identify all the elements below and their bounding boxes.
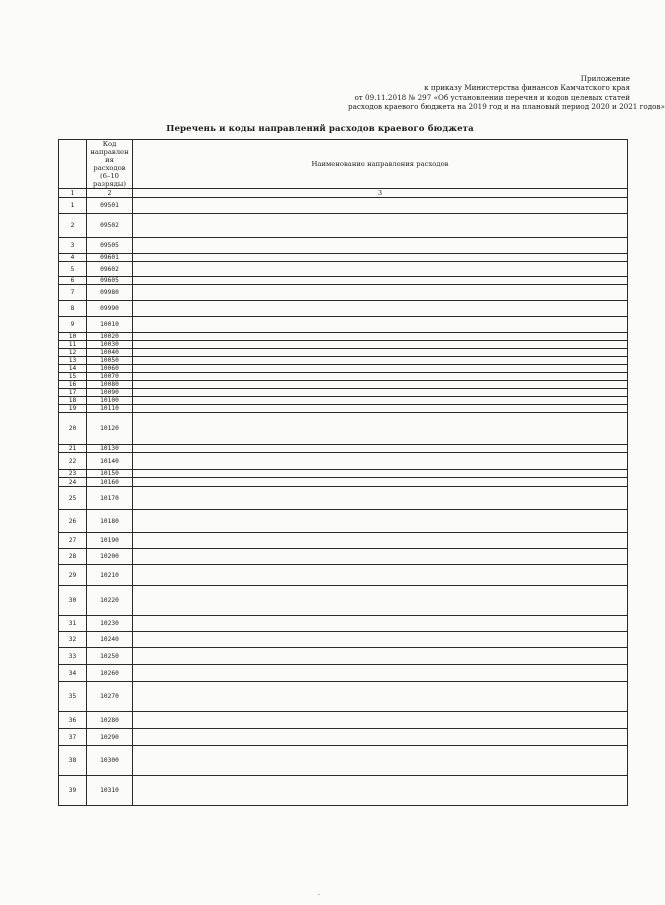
row-number: 35	[59, 682, 87, 712]
row-code: 10060	[87, 365, 133, 373]
row-number: 22	[59, 453, 87, 470]
row-name	[133, 776, 628, 806]
row-code: 10110	[87, 405, 133, 413]
table-row	[59, 445, 628, 453]
row-name	[133, 373, 628, 381]
row-number: 17	[59, 389, 87, 397]
table-row	[59, 373, 628, 381]
row-number: 19	[59, 405, 87, 413]
row-number: 5	[59, 262, 87, 277]
row-name	[133, 682, 628, 712]
codes-table	[58, 139, 628, 806]
row-code: 10040	[87, 349, 133, 357]
row-number: 14	[59, 365, 87, 373]
row-number: 6	[59, 277, 87, 285]
table-row	[59, 238, 628, 254]
table-row	[59, 357, 628, 365]
row-code: 09602	[87, 262, 133, 277]
row-name	[133, 357, 628, 365]
table-row	[59, 478, 628, 487]
row-name	[133, 565, 628, 586]
table-row	[59, 746, 628, 776]
table-row	[59, 262, 628, 277]
table-row	[59, 616, 628, 632]
row-name	[133, 254, 628, 262]
row-code: 09505	[87, 238, 133, 254]
header-name: Наименование направления расходов	[133, 140, 628, 189]
table-row	[59, 397, 628, 405]
row-name	[133, 381, 628, 389]
table-row	[59, 277, 628, 285]
approval-line: Приложение	[580, 74, 630, 83]
table-row	[59, 381, 628, 389]
row-name	[133, 487, 628, 510]
row-number: 20	[59, 413, 87, 445]
row-code: 09601	[87, 254, 133, 262]
row-name	[133, 470, 628, 478]
table-row	[59, 413, 628, 445]
row-code: 10130	[87, 445, 133, 453]
table-row	[59, 333, 628, 341]
row-name	[133, 262, 628, 277]
row-code: 10190	[87, 533, 133, 549]
row-name	[133, 341, 628, 349]
row-name	[133, 453, 628, 470]
row-name	[133, 445, 628, 453]
row-name	[133, 648, 628, 665]
row-code: 09501	[87, 198, 133, 214]
row-code: 10310	[87, 776, 133, 806]
row-name	[133, 632, 628, 648]
row-code: 10260	[87, 665, 133, 682]
approval-line: расходов краевого бюджета на 2019 год и на плановый период 2020 и 2021 годов»	[348, 102, 665, 112]
table-row	[59, 214, 628, 238]
table-row	[59, 254, 628, 262]
row-number: 25	[59, 487, 87, 510]
row-name	[133, 333, 628, 341]
row-name	[133, 549, 628, 565]
row-name	[133, 478, 628, 487]
row-code: 10210	[87, 565, 133, 586]
row-number: 13	[59, 357, 87, 365]
table-row	[59, 632, 628, 648]
row-number: 32	[59, 632, 87, 648]
document-title: Перечень и коды направлений расходов краевого бюджета	[166, 124, 474, 134]
header-code: Код направления расходов (6–10 разряды)	[87, 140, 133, 189]
row-name	[133, 214, 628, 238]
row-name	[133, 389, 628, 397]
row-code: 10290	[87, 729, 133, 746]
table-row	[59, 349, 628, 357]
row-number: 8	[59, 301, 87, 317]
table-row	[59, 301, 628, 317]
row-number: 24	[59, 478, 87, 487]
table-row	[59, 648, 628, 665]
row-name	[133, 533, 628, 549]
table-row	[59, 389, 628, 397]
row-number: 3	[59, 238, 87, 254]
table-row	[59, 453, 628, 470]
column-index-row	[59, 189, 628, 198]
table-row	[59, 365, 628, 373]
table-row	[59, 682, 628, 712]
row-code: 10140	[87, 453, 133, 470]
column-index: 3	[133, 189, 628, 198]
row-number: 39	[59, 776, 87, 806]
table-row	[59, 487, 628, 510]
row-number: 38	[59, 746, 87, 776]
row-code: 10300	[87, 746, 133, 776]
row-name	[133, 238, 628, 254]
row-name	[133, 510, 628, 533]
row-code: 10240	[87, 632, 133, 648]
row-code: 10150	[87, 470, 133, 478]
row-name	[133, 665, 628, 682]
table-row	[59, 510, 628, 533]
table-row	[59, 285, 628, 301]
table-row	[59, 533, 628, 549]
approval-note	[348, 74, 665, 112]
row-name	[133, 349, 628, 357]
table-row	[59, 712, 628, 729]
row-number: 15	[59, 373, 87, 381]
row-number: 29	[59, 565, 87, 586]
row-number: 28	[59, 549, 87, 565]
row-name	[133, 586, 628, 616]
row-code: 09980	[87, 285, 133, 301]
row-code: 09605	[87, 277, 133, 285]
row-name	[133, 365, 628, 373]
row-name	[133, 712, 628, 729]
column-index: 1	[59, 189, 87, 198]
table-row	[59, 665, 628, 682]
page-marker: ·	[318, 892, 320, 899]
table-row	[59, 341, 628, 349]
row-name	[133, 729, 628, 746]
row-name	[133, 616, 628, 632]
row-code: 10270	[87, 682, 133, 712]
table-row	[59, 549, 628, 565]
row-name	[133, 301, 628, 317]
row-name	[133, 317, 628, 333]
row-code: 10090	[87, 389, 133, 397]
row-number: 21	[59, 445, 87, 453]
row-name	[133, 746, 628, 776]
row-number: 26	[59, 510, 87, 533]
row-code: 10080	[87, 381, 133, 389]
row-code: 10010	[87, 317, 133, 333]
row-code: 10120	[87, 413, 133, 445]
row-name	[133, 198, 628, 214]
row-code: 10230	[87, 616, 133, 632]
table-row	[59, 565, 628, 586]
row-number: 18	[59, 397, 87, 405]
row-name	[133, 277, 628, 285]
row-name	[133, 397, 628, 405]
row-number: 1	[59, 198, 87, 214]
row-code: 10280	[87, 712, 133, 729]
table-row	[59, 776, 628, 806]
row-number: 30	[59, 586, 87, 616]
table-row	[59, 317, 628, 333]
row-code: 10200	[87, 549, 133, 565]
approval-line: к приказу Министерства финансов Камчатского края	[424, 83, 630, 93]
table-row	[59, 405, 628, 413]
row-number: 31	[59, 616, 87, 632]
header-number	[59, 140, 87, 189]
row-number: 12	[59, 349, 87, 357]
table-row	[59, 198, 628, 214]
row-code: 10220	[87, 586, 133, 616]
row-code: 10160	[87, 478, 133, 487]
row-code: 10070	[87, 373, 133, 381]
column-index: 2	[87, 189, 133, 198]
row-code: 10030	[87, 341, 133, 349]
row-number: 37	[59, 729, 87, 746]
row-number: 4	[59, 254, 87, 262]
row-number: 9	[59, 317, 87, 333]
row-code: 10020	[87, 333, 133, 341]
row-number: 7	[59, 285, 87, 301]
row-number: 36	[59, 712, 87, 729]
row-number: 10	[59, 333, 87, 341]
row-number: 27	[59, 533, 87, 549]
row-number: 34	[59, 665, 87, 682]
row-name	[133, 413, 628, 445]
row-number: 23	[59, 470, 87, 478]
row-code: 10050	[87, 357, 133, 365]
row-number: 33	[59, 648, 87, 665]
row-code: 10180	[87, 510, 133, 533]
table-row	[59, 729, 628, 746]
approval-line: от 09.11.2018 № 297 «Об установлении перечня и кодов целевых статей	[354, 92, 630, 102]
row-code: 10170	[87, 487, 133, 510]
row-code: 10250	[87, 648, 133, 665]
row-number: 2	[59, 214, 87, 238]
row-code: 09502	[87, 214, 133, 238]
row-number: 11	[59, 341, 87, 349]
row-code: 10100	[87, 397, 133, 405]
row-number: 16	[59, 381, 87, 389]
row-name	[133, 405, 628, 413]
row-code: 09990	[87, 301, 133, 317]
table-row	[59, 586, 628, 616]
table-row	[59, 470, 628, 478]
row-name	[133, 285, 628, 301]
